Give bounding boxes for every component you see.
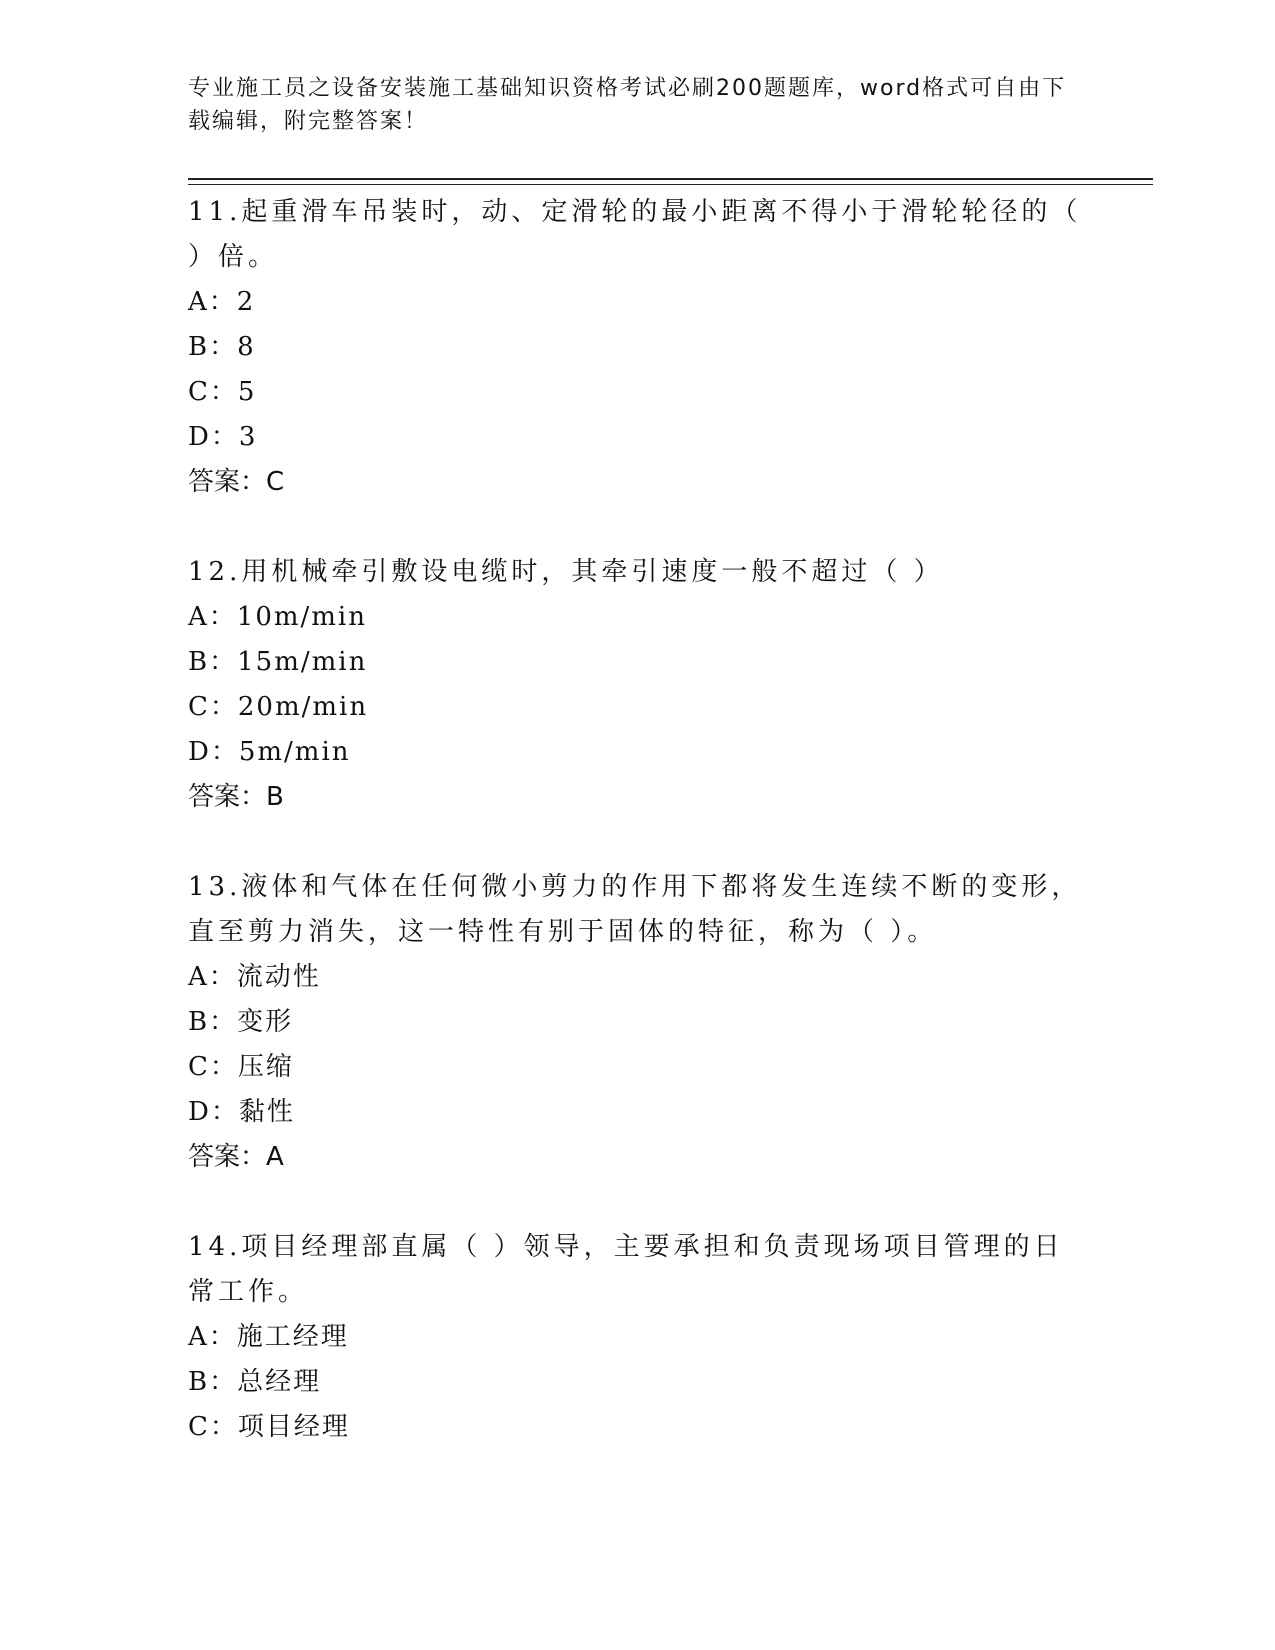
option-c: C：20m/min [188,692,369,722]
option-a: A：流动性 [188,962,321,992]
document-header: 专业施工员之设备安装施工基础知识资格考试必刷200题题库，word格式可自由下载编辑，附完整答案！ [188,76,1067,134]
header-divider-thin [188,184,1153,185]
option-d: D：黏性 [188,1097,295,1127]
option-c: C：5 [188,377,257,407]
question-stem: 13.液体和气体在任何微小剪力的作用下都将发生连续不断的变形，直至剪力消失，这一特性有别于固体的特征，称为（ ）。 [188,872,1082,947]
question-stem: 12.用机械牵引敷设电缆时，其牵引速度一般不超过（ ） [188,557,944,587]
question-11 [188,190,1088,505]
question-stem: 14.项目经理部直属（ ）领导，主要承担和负责现场项目管理的日常工作。 [188,1232,1064,1307]
option-c: C：项目经理 [188,1412,350,1442]
answer: 答案：B [188,782,284,812]
answer: 答案：A [188,1142,284,1172]
question-spacer [188,1180,1088,1225]
question-list [188,190,1088,1450]
answer: 答案：C [188,467,285,497]
option-a: A：10m/min [188,602,367,632]
option-c: C：压缩 [188,1052,294,1082]
option-b: B：总经理 [188,1367,322,1397]
question-stem: 11.起重滑车吊装时，动、定滑轮的最小距离不得小于滑轮轮径的（ ）倍。 [188,197,1082,272]
option-b: B：15m/min [188,647,368,677]
option-d: D：5m/min [188,737,351,767]
question-spacer [188,820,1088,865]
question-13 [188,865,1088,1180]
option-b: B：8 [188,332,256,362]
question-14 [188,1225,1088,1450]
question-spacer [188,505,1088,550]
option-a: A：施工经理 [188,1322,349,1352]
option-a: A：2 [188,287,256,317]
option-b: B：变形 [188,1007,294,1037]
header-divider-thick [188,178,1153,180]
question-12 [188,550,1088,820]
option-d: D：3 [188,422,258,452]
